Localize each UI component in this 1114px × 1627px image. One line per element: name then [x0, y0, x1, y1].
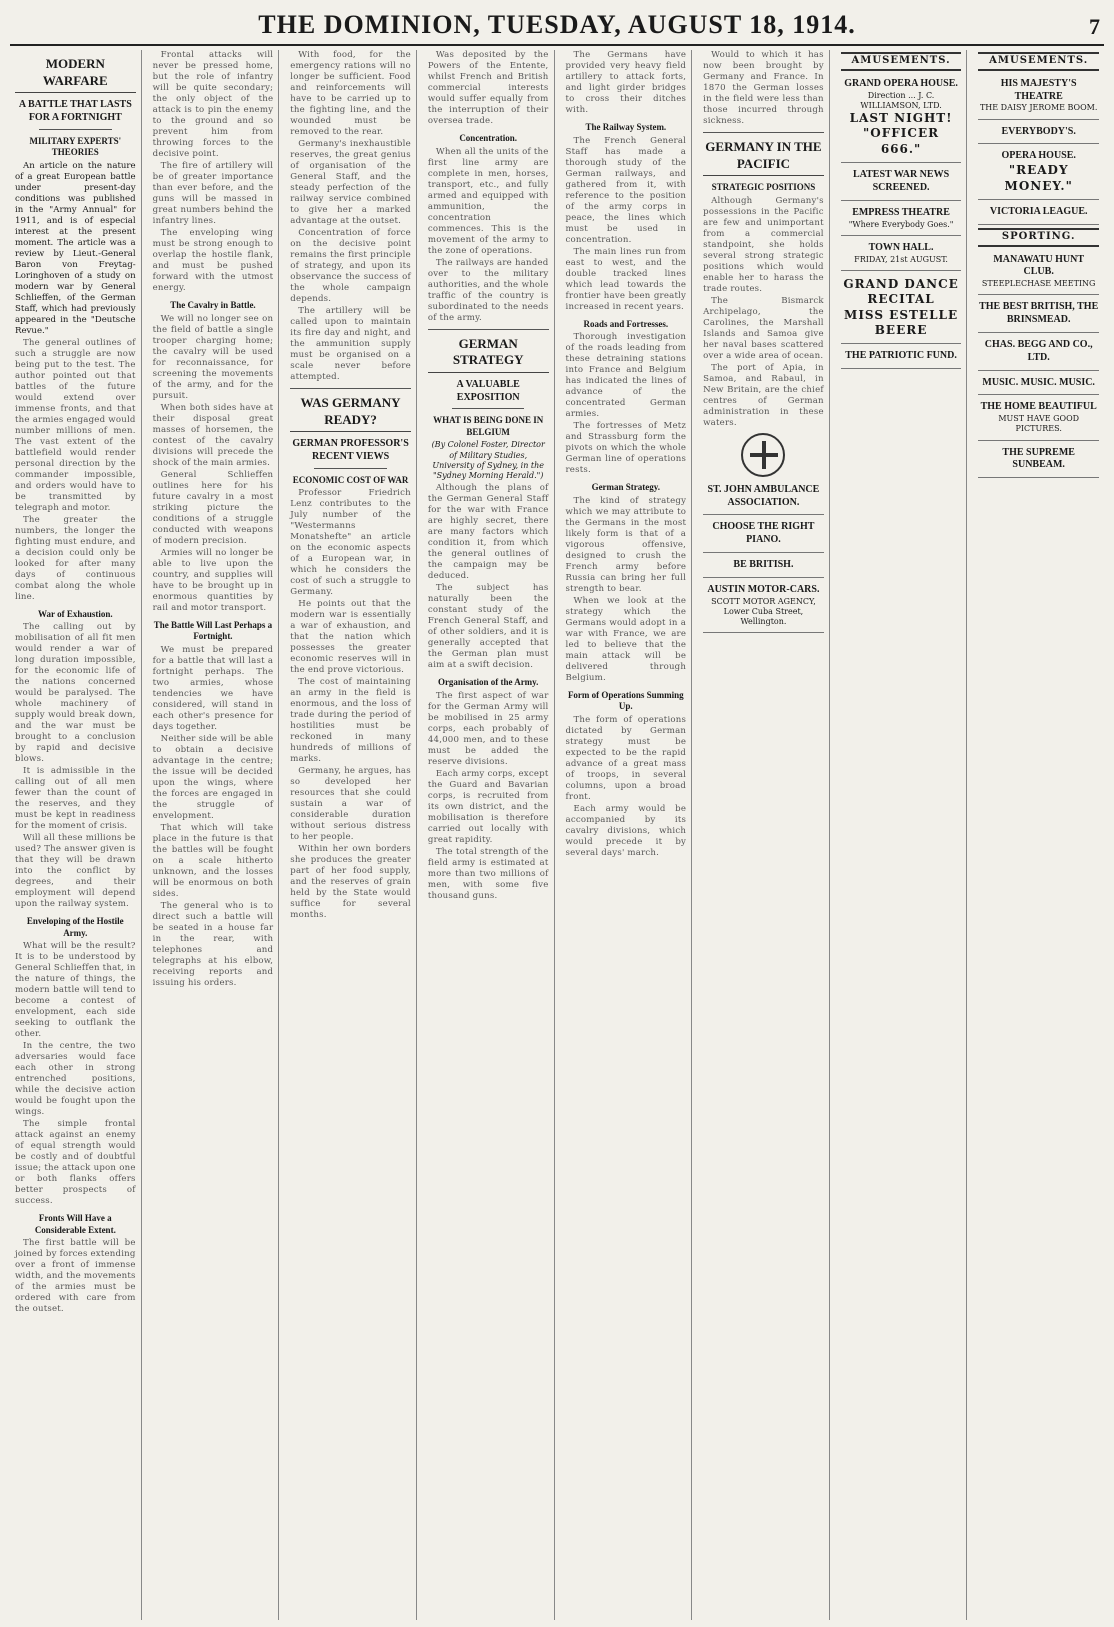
ad-st-john: ST. JOHN AMBULANCE ASSOCIATION. [703, 481, 824, 516]
column-3: With food, for the emergency rations will no longer be sufficient. Food and reinforcements will have to be carried up to the fighting line, and the wounded must be removed to the rear. Germany's inexhaustible reserves, the great genius of organisation of the General Staff, and the steady perfection of the railway service combined to give her a marked advantage at the outset. Concentration of force on the decisive point remains the first principle of strategy, and upon its observance the success of the whole campaign depends. The artillery will be called upon to maintain its fire day and night, and the ammunition supply must be organised on a scale never before attempted. WAS GERMANY READY? GERMAN PROFESSOR'S RECENT VIEWS ECONOMIC COST OF WAR Professor Friedrich Lenz contributes to the July number of the "Westermanns Monatshefte" an article on the economic aspects of a European war, in which he considers the cost of such a struggle to Germany. He points out that the modern war is essentially a war of exhaustion, and that the nation which possesses the greater economic reserves will in the end prove victorious. The cost of maintaining an army in the field is enormous, and the loss of trade during the period of hostilities must be reckoned in many hundreds of millions of marks. Germany, he argues, has so developed her resources that she could sustain a war of considerable duration without serious distress to her people. Within her own borders she produces the greater part of her food supply, and the reserves of grain held by the State would suffice for several months. [285, 50, 417, 1620]
subhead-strategic: STRATEGIC POSITIONS [711, 182, 816, 193]
ad-brinsmead: THE BEST BRITISH, THE BRINSMEAD. [978, 298, 1099, 333]
column-6: Would to which it has now been brought by Germany and France. In 1870 the German losses in the field were less than those incurred through sickness. GERMANY IN THE PACIFIC STRATEGIC POSITIONS Although Germany's possessions in the Pacific are few and unimportant from a commercial standpoint, she holds several strong strategic positions which would enable her to harass the trade routes. The Bismarck Archipelago, the Carolines, the Marshall Islands and Samoa give her naval bases scattered over a wide area of ocean. The port of Apia, in Samoa, and Rabaul, in New Britain, are the chief centres of German administration in these waters. ST. JOHN AMBULANCE ASSOCIATION. CHOOSE THE RIGHT PIANO. BE BRITISH. AUSTIN MOTOR-CARS. SCOTT MOTOR AGENCY, Lower Cuba Street, Wellington. [698, 50, 830, 1620]
ad-dance-recital: GRAND DANCE RECITAL MISS ESTELLE BEERE [841, 274, 962, 344]
headline-germany-ready: WAS GERMANY READY? [290, 395, 411, 432]
ad-war-news: LATEST WAR NEWS SCREENED. [841, 166, 962, 201]
masthead [10, 8, 1104, 46]
page-title: THE DOMINION, TUESDAY, AUGUST 18, 1914. [258, 10, 856, 39]
ad-home-beautiful: THE HOME BEAUTIFUL MUST HAVE GOOD PICTURES. [978, 398, 1099, 440]
columns [10, 50, 1104, 1620]
section-amusements: AMUSEMENTS. [841, 52, 962, 71]
ad-his-majestys: HIS MAJESTY'S THEATRE THE DAISY JEROME BOOM. [978, 75, 1099, 120]
subhead-economic: ECONOMIC COST OF WAR [292, 474, 409, 485]
section-concentration: Concentration. [459, 133, 518, 143]
column-2: Frontal attacks will never be pressed home, but the role of infantry will be quite secondary; the only object of the attack is to pin the enemy to the ground and so prevent him from throwing forces to the decisive point. The fire of artillery will be of greater importance than ever before, and the guns will be massed in great numbers behind the infantry lines. The enveloping wing must be strong enough to overlap the hostile flank, and must be pushed forward with the utmost energy. The Cavalry in Battle. We will no longer see on the field of battle a single trooper charging home; the cavalry will be used for reconnaissance, for screening the movements of the army, and for the pursuit. When both sides have at their disposal great masses of horsemen, the contest of the cavalry divisions will precede the shock of the main armies. General Schlieffen outlines here for his future cavalry in a most striking picture the conditions of a struggle conducted with weapons of modern precision. Armies will no longer be able to live upon the country, and supplies will have to be brought up in enormous quantities by rail and motor transport. The Battle Will Last Perhaps a Fortnight. We must be prepared for a battle that will last a fortnight perhaps. The two armies, whose tendencies we have considered, will stand in each other's presence for days together. Neither side will be able to obtain a decisive advantage in the centre; the issue will be decided upon the wings, where the forces are engaged in the struggle of envelopment. That which will take place in the future is that the battles will be fought on a scale hitherto unknown, and the losses will be enormous on both sides. The general who is to direct such a battle will be seated in a house far in the rear, with telephones and telegraphs at his elbow, receiving reports and issuing his orders. [148, 50, 280, 1620]
section-sporting: SPORTING. [978, 228, 1099, 247]
column-7 [836, 50, 968, 1620]
column-8 [973, 50, 1104, 1620]
ad-victoria-league: VICTORIA LEAGUE. [978, 203, 1099, 225]
headline-german-strategy: GERMAN STRATEGY [428, 336, 549, 373]
section-railway: The Railway System. [585, 122, 667, 132]
ad-austin: AUSTIN MOTOR-CARS. SCOTT MOTOR AGENCY, Lower Cuba Street, Wellington. [703, 581, 824, 634]
article-intro: An article on the nature of a great European battle under present-day conditions was published in the "Army Annual" for 1911, and is of especial interest at the present moment. The article was a review by Lieut.-General Baron von Freytag-Loringhoven of a study on modern war by General Schlieffen, of the German Staff, which had previously appeared in the "Deutsche Revue." [15, 160, 136, 336]
ad-sunbeam: THE SUPREME SUNBEAM. [978, 444, 1099, 479]
ad-opera-house: OPERA HOUSE. "READY MONEY." [978, 147, 1099, 200]
section-german-strategy: German Strategy. [591, 482, 661, 493]
ad-everybodys: EVERYBODY'S. [978, 123, 1099, 145]
subhead-experts: MILITARY EXPERTS' THEORIES [29, 135, 122, 158]
column-5: The Germans have provided very heavy field artillery to attack forts, and light girder bridges to cross their ditches with. The Railway System. The French General Staff has made a thorough study of the German railways, and gathered from it, with reference to the position of the army corps in peace, the lines which must be used in concentration. The main lines run from east to west, and the double tracked lines which lead towards the frontier have been greatly increased in recent years. Roads and Fortresses. Thorough investigation of the roads leading from these detraining stations into France and Belgium has indicated the lines of advance of the concentrated German armies. The fortresses of Metz and Strassburg form the pivots on which the whole German line of operations rests. German Strategy. The kind of strategy which we may attribute to the Germans in the most likely form is that of a vigorous offensive, designed to crush the French army before Russia can bring her full strength to bear. When we look at the strategy which the Germans would adopt in a war with France, we are led to believe that the main attack will be delivered through Belgium. Form of Operations Summing Up. The form of operations dictated by German strategy must be expected to be the rapid advance of a great mass of troops, in several columns, upon a broad front. Each army would be accompanied by its cavalry divisions, which would precede it by several days' march. [561, 50, 693, 1620]
section-fortnight: The Battle Will Last Perhaps a Fortnight. [153, 619, 273, 642]
subhead-professor: GERMAN PROFESSOR'S RECENT VIEWS [292, 438, 409, 463]
section-amusements-2: AMUSEMENTS. [978, 52, 1099, 71]
subhead-exposition: A VALUABLE EXPOSITION [456, 378, 520, 403]
ad-manawatu-hunt: MANAWATU HUNT CLUB. STEEPLECHASE MEETING [978, 251, 1099, 296]
body-text: The general outlines of such a struggle are now being put to the test. The author pointed out that battles of the future would extend over immense fronts, and that the armies engaged would number millions of men. The vast extent of the battlefield would render personal direction by the commander impossible, and orders would have to be transmitted by telegraph and motor. [15, 337, 136, 513]
subhead-battle: A BATTLE THAT LASTS FOR A FORTNIGHT [18, 99, 132, 124]
section-summing-up: Form of Operations Summing Up. [567, 689, 684, 712]
ad-patriotic-fund: THE PATRIOTIC FUND. [841, 347, 962, 369]
section-enveloping: Enveloping of the Hostile Army. [26, 916, 124, 938]
headline-germany-pacific: GERMANY IN THE PACIFIC [703, 139, 824, 176]
ad-chas-begg: CHAS. BEGG AND CO., LTD. [978, 336, 1099, 371]
column-4: Was deposited by the Powers of the Entente, whilst French and British commercial interests would suffer equally from the interruption of their oversea trade. Concentration. When all the units of the first line army are complete in men, horses, transport, etc., and fully armed and equipped with ammunition, the concentration commences. This is the movement of the army to the zone of operations. The railways are handed over to the military authorities, and the whole traffic of the country is subordinated to the needs of the army. GERMAN STRATEGY A VALUABLE EXPOSITION WHAT IS BEING DONE IN BELGIUM (By Colonel Foster, Director of Military Studies, University of Sydney, in the "Sydney Morning Herald.") Although the plans of the German General Staff for the war with France are highly secret, there are many factors which condition it, from which the general outlines of the campaign may be deduced. The subject has naturally been the constant study of the French General Staff, and of other soldiers, and it is generally accepted that the German plan must aim at a swift decision. Organisation of the Army. The first aspect of war for the German Army will be mobilised in 25 army corps, each probably of 44,000 men, and to these must be added the reserve divisions. Each army corps, except the Guard and Bavarian corps, is recruited from its own district, and the mobilisation is therefore carried out locally with great rapidity. The total strength of the field army is estimated at more than two millions of men, with some five thousand guns. [423, 50, 555, 1620]
section-war-exhaustion: War of Exhaustion. [38, 608, 113, 619]
ad-empress-theatre: EMPRESS THEATRE "Where Everybody Goes." [841, 204, 962, 236]
subhead-belgium: WHAT IS BEING DONE IN BELGIUM [433, 415, 544, 437]
section-roads: Roads and Fortresses. [583, 318, 669, 329]
section-organisation: Organisation of the Army. [437, 677, 539, 688]
ad-piano: CHOOSE THE RIGHT PIANO. [703, 518, 824, 553]
ad-music: MUSIC. MUSIC. MUSIC. [978, 374, 1099, 396]
ambulance-cross-icon [741, 433, 785, 477]
column-1: MODERN WARFARE A BATTLE THAT LASTS FOR A FORTNIGHT MILITARY EXPERTS' THEORIES An article on the nature of a great European battle under present-day conditions was published in the "Army Annual" for 1911, and is of especial interest at the present moment. The article was a review by Lieut.-General Baron von Freytag-Loringhoven of a study on modern war by General Schlieffen, of the German Staff, which had previously appeared in the "Deutsche Revue." The general outlines of such a struggle are now being put to the test. The author pointed out that battles of the future would extend over immense fronts, and that the armies engaged would number millions of men. The vast extent of the battlefield would render personal direction by the commander impossible, and orders would have to be transmitted by telegraph and motor. The greater the numbers, the longer the fighting must endure, and a decision could only be looked for after many days of continuous combat along the whole line. War of Exhaustion. The calling out by mobilisation of all fit men would render a war of long duration impossible, for the economic life of the nations concerned would be paralysed. The whole machinery of supply would break down, and the war must be brought to a conclusion by rapid and decisive blows. It is admissible in the calling out of all men fewer than the count of the reserves, and they must be kept in readiness for the moment of crisis. Will all these millions be used? The answer given is that they will be drawn into the conflict by degrees, and their employment will depend upon the railway system. Enveloping of the Hostile Army. What will be the result? It is to be understood by General Schlieffen that, in the nature of things, the modern battle will tend to become a contest of envelopment, each side seeking to outflank the other. In the centre, the two adversaries would face each other in strong entrenched positions, while the decisive action would be fought upon the wings. The simple frontal attack against an enemy of equal strength would be costly and of doubtful issue; the attack upon one or both flanks offers better prospects of success. Fronts Will Have a Considerable Extent. The first battle will be joined by forces extending over a front of immense width, and the movements of the armies must be ordered with care from the outset. [10, 50, 142, 1620]
section-fronts: Fronts Will Have a Considerable Extent. [34, 1213, 116, 1235]
ad-town-hall: TOWN HALL. FRIDAY, 21st AUGUST. [841, 239, 962, 271]
headline-modern-warfare: MODERN WARFARE [15, 56, 136, 93]
section-cavalry: The Cavalry in Battle. [170, 300, 256, 310]
byline: (By Colonel Foster, Director of Military Studies, University of Sydney, in the "Sydney Morning Herald.") [431, 440, 545, 481]
ad-grand-opera-house: GRAND OPERA HOUSE. Direction ... J. C. WILLIAMSON, LTD. LAST NIGHT! "OFFICER 666." [841, 75, 962, 163]
ad-be-british: BE BRITISH. [703, 556, 824, 578]
page-number: 7 [1088, 14, 1100, 39]
